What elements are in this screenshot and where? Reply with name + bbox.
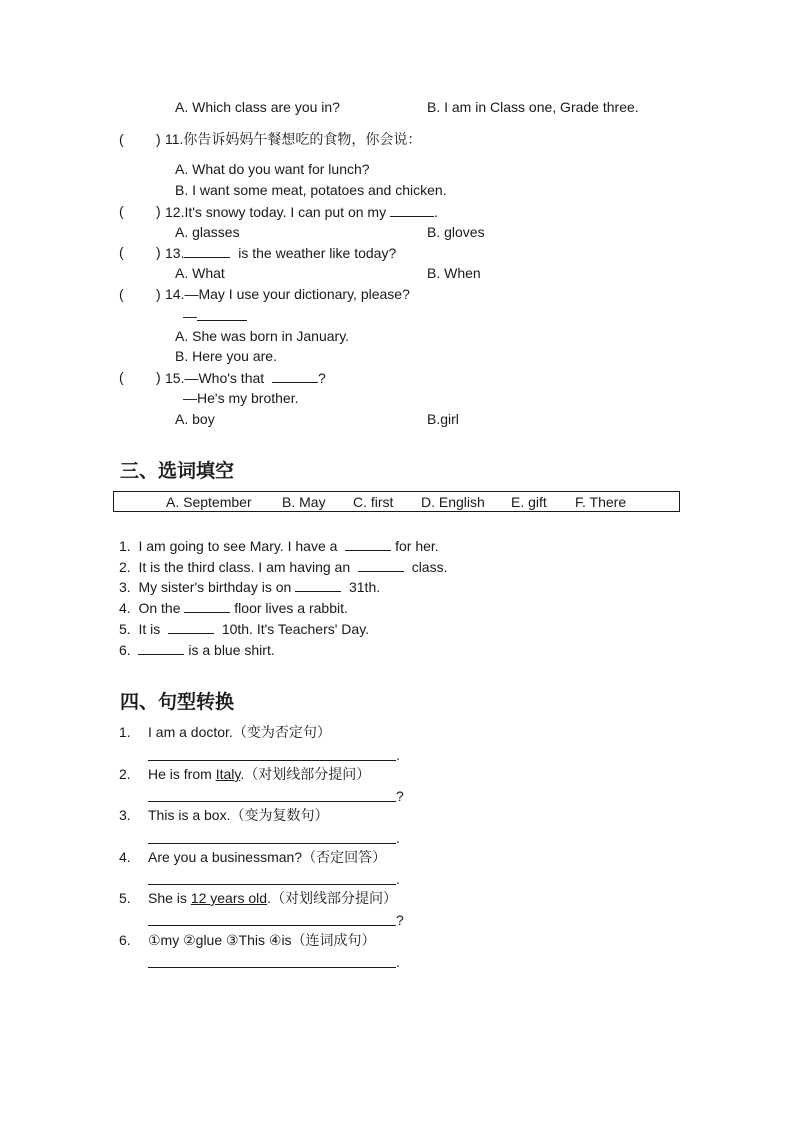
word-bank-item: C. first xyxy=(353,494,394,510)
s4-line-end: . xyxy=(396,954,400,970)
q14-reply: — xyxy=(183,306,247,325)
q12-option-a: A. glasses xyxy=(175,224,240,240)
s4-line-end: . xyxy=(396,871,400,887)
s3-item-6: 6. is a blue shirt. xyxy=(119,642,275,658)
s4-item-number: 2. xyxy=(119,766,131,782)
q15-option-b: B.girl xyxy=(427,411,459,427)
s3-blank-1[interactable] xyxy=(345,536,391,551)
q10-option-a: A. Which class are you in? xyxy=(175,99,340,115)
q11-option-b: B. I want some meat, potatoes and chicken. xyxy=(175,182,447,198)
q15-option-a: A. boy xyxy=(175,411,215,427)
s4-item-number: 3. xyxy=(119,807,131,823)
q12-answer-paren-open[interactable]: ( xyxy=(119,203,124,219)
s4-item-prompt: Are you a businessman?（否定回答） xyxy=(148,849,387,865)
word-bank-item: F. There xyxy=(575,494,627,510)
q12-stem: 12.It's snowy today. I can put on my . xyxy=(165,204,438,220)
s4-item-prompt: I am a doctor.（变为否定句） xyxy=(148,724,331,740)
word-bank-item: E. gift xyxy=(511,494,547,510)
s3-blank-5[interactable] xyxy=(168,619,214,634)
s4-item-number: 6. xyxy=(119,932,131,948)
s4-item-prompt: This is a box.（变为复数句） xyxy=(148,807,329,823)
s4-item-number: 1. xyxy=(119,724,131,740)
s4-answer-line-6[interactable] xyxy=(148,967,396,968)
s4-answer-line-1[interactable] xyxy=(148,760,396,761)
s4-answer-line-4[interactable] xyxy=(148,884,396,885)
section4-title: 四、句型转换 xyxy=(120,691,235,713)
s3-item-1: 1. I am going to see Mary. I have a for her. xyxy=(119,538,439,554)
q15-answer-paren-close: ) xyxy=(156,369,161,385)
q11-answer-paren-open[interactable]: ( xyxy=(119,131,124,147)
q15-blank[interactable] xyxy=(272,368,318,383)
q14-option-b: B. Here you are. xyxy=(175,348,277,364)
q12-option-b: B. gloves xyxy=(427,224,485,240)
s4-item-prompt: ①my ②glue ③This ④is（连词成句） xyxy=(148,932,376,948)
q13-option-b: B. When xyxy=(427,265,481,281)
s4-line-end: ? xyxy=(396,788,404,804)
q14-answer-paren-close: ) xyxy=(156,286,161,302)
q15-reply: —He's my brother. xyxy=(183,390,299,406)
q14-blank[interactable] xyxy=(197,306,247,321)
q14-option-a: A. She was born in January. xyxy=(175,328,350,344)
q14-stem: 14.—May I use your dictionary, please? xyxy=(165,286,410,302)
q11-stem: 11.你告诉妈妈午餐想吃的食物，你会说： xyxy=(165,131,422,147)
s3-item-2: 2. It is the third class. I am having an class. xyxy=(119,559,448,575)
q14-answer-paren-open[interactable]: ( xyxy=(119,286,124,302)
s4-item-number: 4. xyxy=(119,849,131,865)
s3-blank-3[interactable] xyxy=(295,577,341,592)
s4-item-number: 5. xyxy=(119,890,131,906)
s4-line-end: . xyxy=(396,830,400,846)
q12-blank[interactable] xyxy=(390,202,434,217)
word-bank-box xyxy=(113,491,680,512)
q13-option-a: A. What xyxy=(175,265,225,281)
s4-answer-line-5[interactable] xyxy=(148,925,396,926)
s4-item-prompt: She is 12 years old.（对划线部分提问） xyxy=(148,890,397,906)
q15-stem: 15.—Who's that ? xyxy=(165,370,326,386)
q15-answer-paren-open[interactable]: ( xyxy=(119,369,124,385)
s3-item-3: 3. My sister's birthday is on 31th. xyxy=(119,579,381,595)
q13-stem: 13. is the weather like today? xyxy=(165,245,397,261)
s3-item-4: 4. On the floor lives a rabbit. xyxy=(119,600,348,616)
q12-answer-paren-close: ) xyxy=(156,203,161,219)
word-bank-item: B. May xyxy=(282,494,326,510)
s3-blank-4[interactable] xyxy=(184,598,230,613)
s4-answer-line-2[interactable] xyxy=(148,801,396,802)
q13-answer-paren-open[interactable]: ( xyxy=(119,244,124,260)
word-bank-item: A. September xyxy=(166,494,252,510)
q10-option-b: B. I am in Class one, Grade three. xyxy=(427,99,639,115)
s3-blank-6[interactable] xyxy=(138,640,184,655)
s4-answer-line-3[interactable] xyxy=(148,843,396,844)
q11-answer-paren-close: ) xyxy=(156,131,161,147)
q13-answer-paren-close: ) xyxy=(156,244,161,260)
s4-item-prompt: He is from Italy.（对划线部分提问） xyxy=(148,766,371,782)
s4-line-end: ? xyxy=(396,912,404,928)
word-bank-item: D. English xyxy=(421,494,485,510)
q13-blank[interactable] xyxy=(184,243,230,258)
q11-option-a: A. What do you want for lunch? xyxy=(175,161,370,177)
s3-item-5: 5. It is 10th. It's Teachers' Day. xyxy=(119,621,370,637)
s4-line-end: . xyxy=(396,747,400,763)
section3-title: 三、选词填空 xyxy=(120,460,235,482)
s3-blank-2[interactable] xyxy=(358,557,404,572)
